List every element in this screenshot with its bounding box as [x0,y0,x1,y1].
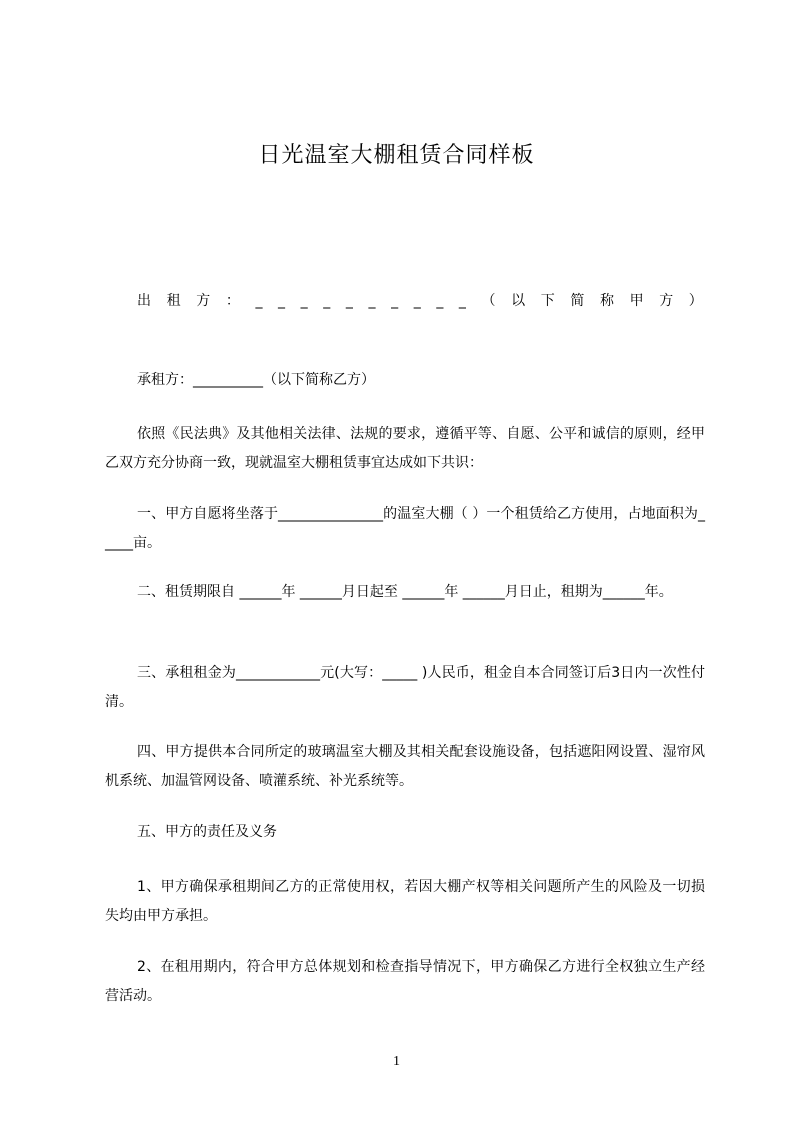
lessor-char: 出 [137,293,151,309]
lessor-char: _ [323,293,331,309]
lessor-char: 租 [166,293,181,309]
clause-1: 一、甲方自愿将坐落于_______________的温室大棚（ ）一个租赁给乙方使用，占地面积为_____亩。 [105,506,705,551]
lessor-char: 称 [599,293,614,309]
clause-5-heading: 五、甲方的责任及义务 [137,824,277,840]
lessor-char: （ [481,293,496,309]
lessor-char: 方 [659,293,674,309]
lessor-char: 甲 [629,293,644,309]
lessor-char: _ [391,293,399,309]
lessor-char: _ [255,293,263,309]
clause-4: 四、甲方提供本合同所定的玻璃温室大棚及其相关配套设施设备，包括遮阳网设置、湿帘风机系统、加温管网设备、喷灌系统、补光系统等。 [105,744,705,789]
intro-paragraph: 依照《民法典》及其他相关法律、法规的要求，遵循平等、自愿、公平和诚信的原则，经甲乙双方充分协商一致，现就温室大棚租赁事宜达成如下共识： [105,426,705,471]
document-title: 日光温室大棚租赁合同样板 [258,143,535,168]
page-number: 1 [393,1054,400,1069]
clause-3: 三、承租租金为____________元(大写：_____ )人民币，租金自本合同签订后3日内一次性付清。 [105,665,705,710]
lessor-char: _ [458,293,466,309]
lessor-char: _ [300,293,308,309]
lessor-char: _ [413,293,421,309]
lessor-char: ） [688,293,703,309]
lessor-char: _ [345,293,353,309]
lessor-char: _ [278,293,286,309]
lessor-char: 以 [511,293,526,309]
lessor-char: 简 [570,293,585,309]
clause-5-item-1: 1、甲方确保承租期间乙方的正常使用权，若因大棚产权等相关问题所产生的风险及一切损失均由甲方承担。 [105,879,705,924]
lessor-char: ： [225,293,240,309]
lessor-line [137,287,703,315]
lessor-char: _ [368,293,376,309]
lessor-char: _ [436,293,444,309]
lessor-char: 下 [540,293,555,309]
clause-2: 二、租赁期限自 ______年 ______月日起至 ______年 ______月日止，租期为______年。 [137,584,673,600]
lessee-line: 承租方：__________（以下简称乙方） [137,372,375,388]
clause-5-item-2: 2、在租用期内，符合甲方总体规划和检查指导情况下，甲方确保乙方进行全权独立生产经营活动。 [105,959,705,1004]
lessor-char: 方 [196,293,211,309]
